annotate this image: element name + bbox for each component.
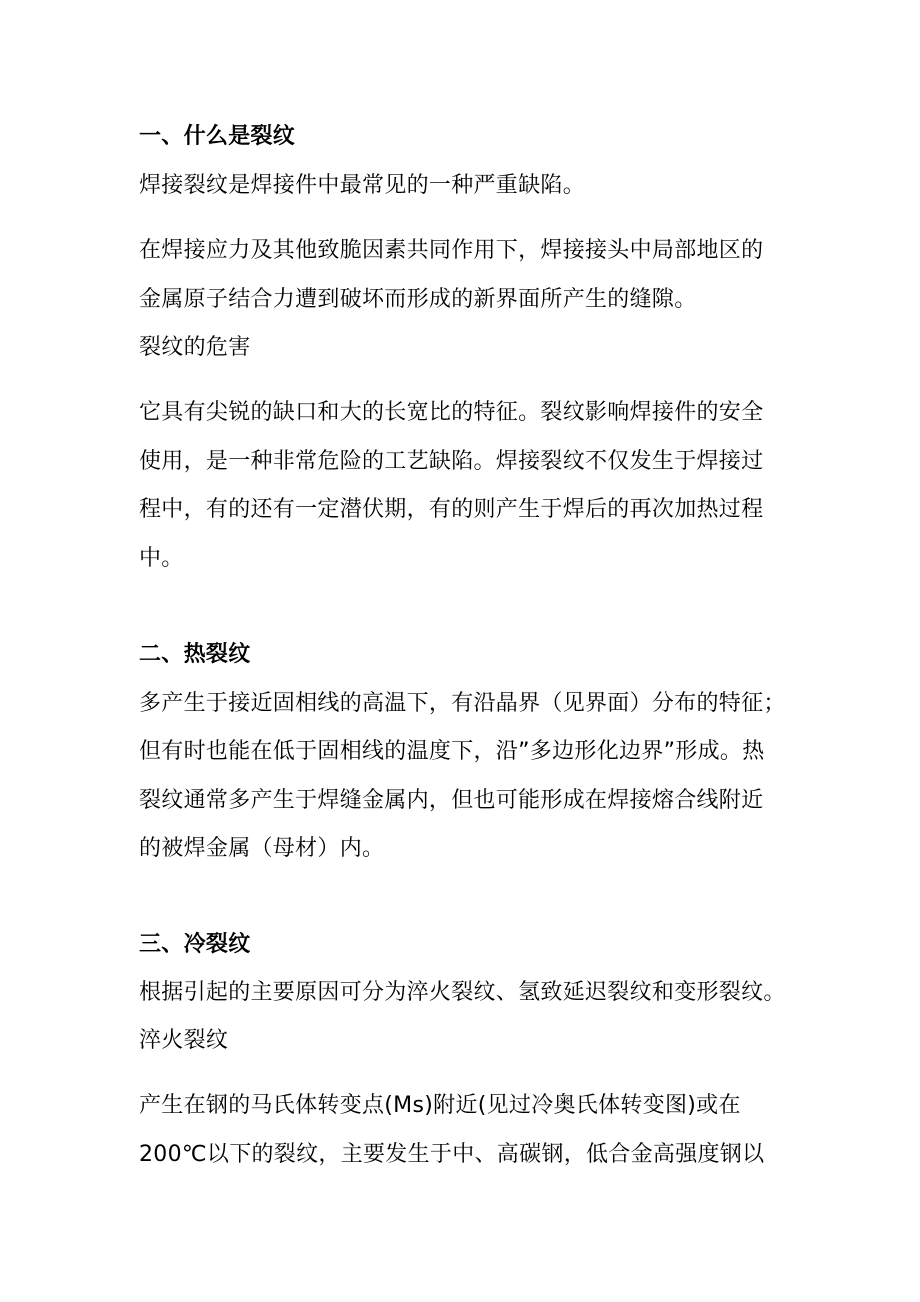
paragraph-line: 但有时也能在低于固相线的温度下，沿”多边形化边界”形成。热 <box>139 739 765 764</box>
paragraph-line: 在焊接应力及其他致脆因素共同作用下，焊接接头中局部地区的 <box>139 238 764 263</box>
paragraph-line: 根据引起的主要原因可分为淬火裂纹、氢致延迟裂纹和变形裂纹。 <box>139 980 786 1005</box>
paragraph-line: 多产生于接近固相线的高温下，有沿晶界（见界面）分布的特征； <box>139 691 786 716</box>
paragraph-line: 它具有尖锐的缺口和大的长宽比的特征。裂纹影响焊接件的安全 <box>139 400 764 425</box>
paragraph-line: 中。 <box>139 546 184 571</box>
paragraph-line: 焊接裂纹是焊接件中最常见的一种严重缺陷。 <box>139 173 586 198</box>
paragraph-line: 200℃以下的裂纹，主要发生于中、高碳钢，低合金高强度钢以 <box>139 1142 765 1167</box>
paragraph-line: 金属原子结合力遭到破坏而形成的新界面所产生的缝隙。 <box>139 287 697 312</box>
paragraph-line: 程中，有的还有一定潜伏期，有的则产生于焊后的再次加热过程 <box>139 497 764 522</box>
paragraph-line: 的被焊金属（母材）内。 <box>139 836 385 861</box>
subheading-crack-hazard: 裂纹的危害 <box>139 335 251 360</box>
section-heading-what-is-crack: 一、什么是裂纹 <box>139 124 296 149</box>
section-heading-cold-crack: 三、冷裂纹 <box>139 932 251 957</box>
subheading-quench-crack: 淬火裂纹 <box>139 1028 229 1053</box>
paragraph-line: 使用，是一种非常危险的工艺缺陷。焊接裂纹不仅发生于焊接过 <box>139 449 764 474</box>
paragraph-line: 产生在钢的马氏体转变点(Ms)附近(见过冷奥氏体转变图)或在 <box>139 1093 741 1118</box>
section-heading-hot-crack: 二、热裂纹 <box>139 642 251 667</box>
paragraph-line: 裂纹通常多产生于焊缝金属内，但也可能形成在焊接熔合线附近 <box>139 788 764 813</box>
